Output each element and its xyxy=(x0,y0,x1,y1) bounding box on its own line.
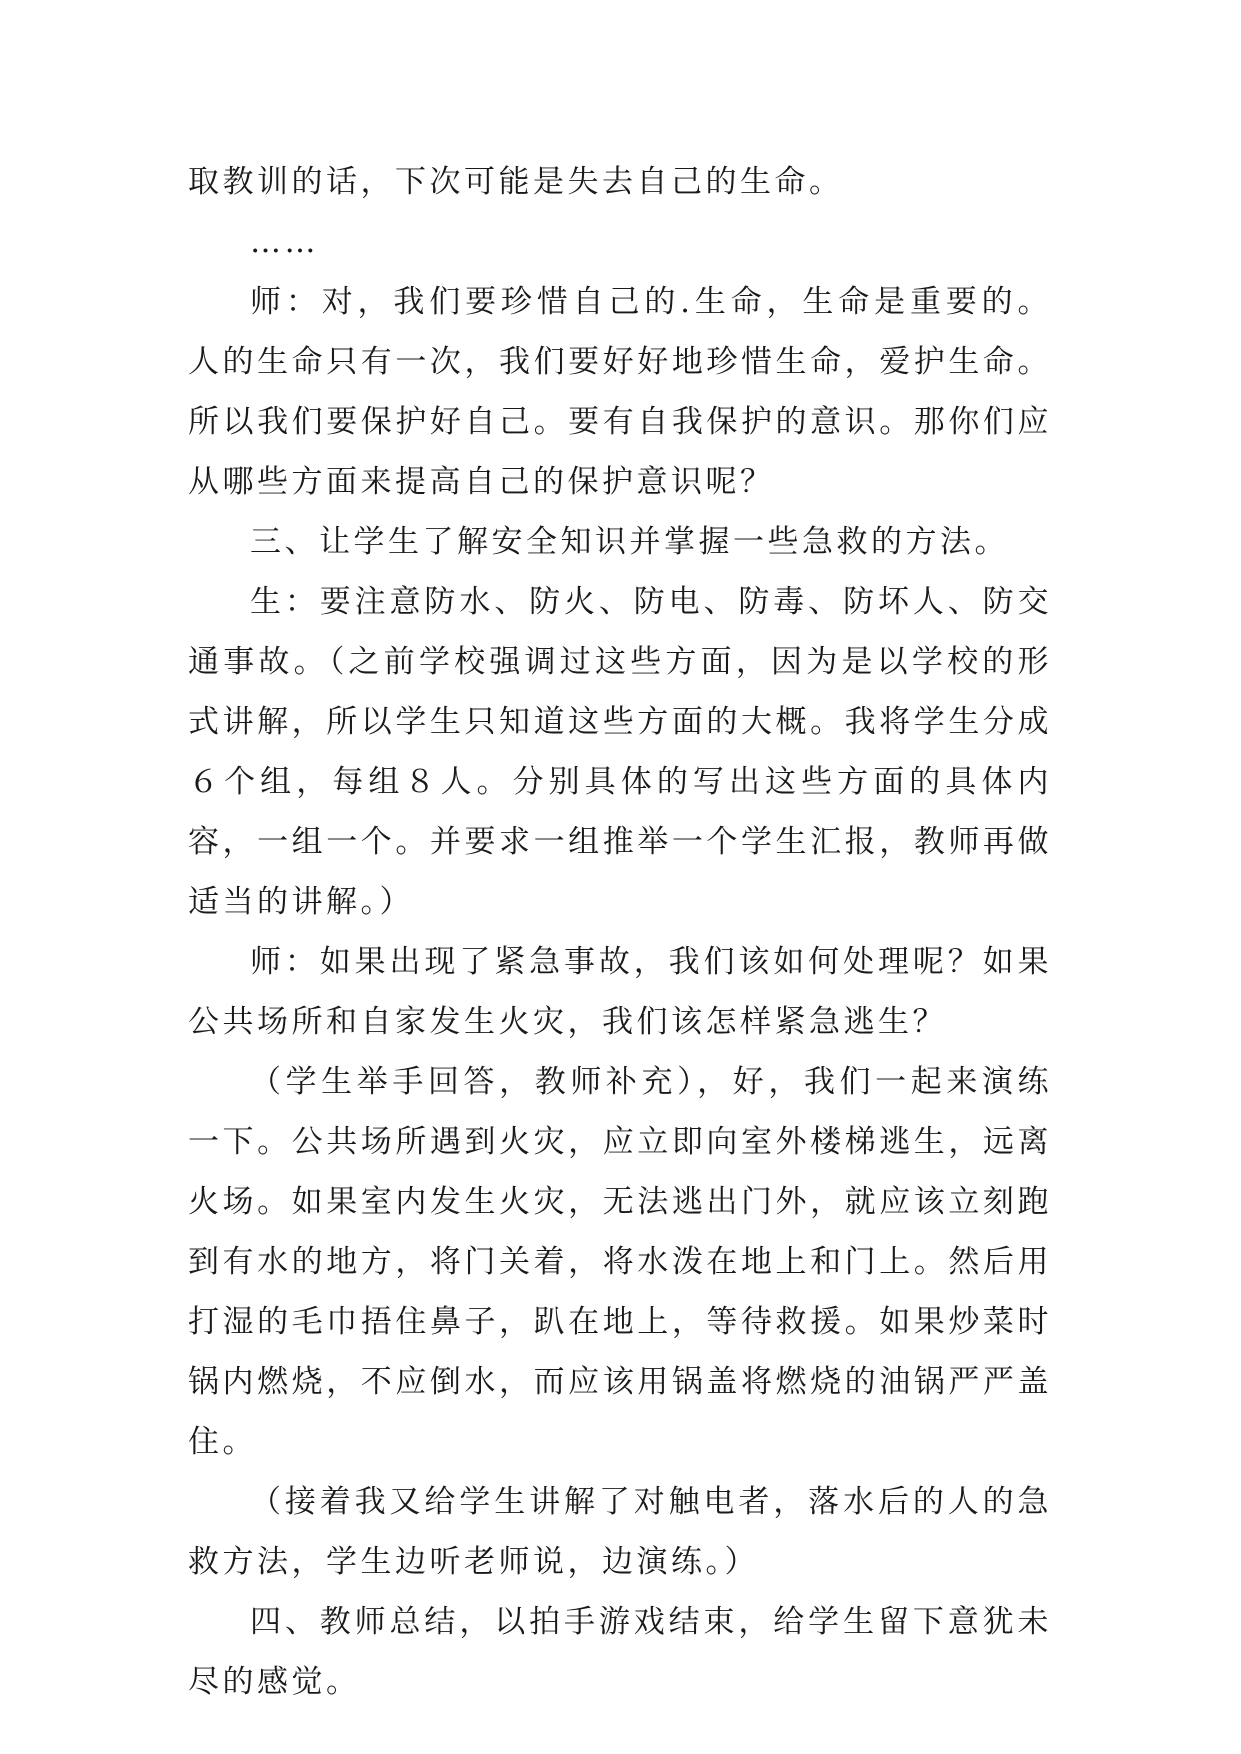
section-heading-four: 四、教师总结，以拍手游戏结束，给学生留下意犹未尽的感觉。 xyxy=(188,1604,1052,1700)
paragraph-ellipsis: …… xyxy=(250,224,319,260)
paragraph-continuation: 取教训的话，下次可能是失去自己的生命。 xyxy=(188,164,844,200)
paragraph-student-answer: 生：要注意防水、防火、防电、防毒、防坏人、防交通事故。（之前学校强调过这些方面，因为是以学校的形式讲解，所以学生只知道这些方面的大概。我将学生分成６个组，每组８人。分别具体的写出这些方面的具体内容，一组一个。并要求一组推举一个学生汇报，教师再做适当的讲解。） xyxy=(188,584,1052,920)
paragraph-fire-drill: （学生举手回答，教师补充），好，我们一起来演练一下。公共场所遇到火灾，应立即向室外楼梯逃生，远离火场。如果室内发生火灾，无法逃出门外，就应该立刻跑到有水的地方，将门关着，将水泼在地上和门上。然后用打湿的毛巾捂住鼻子，趴在地上，等待救援。如果炒菜时锅内燃烧，不应倒水，而应该用锅盖将燃烧的油锅严严盖住。 xyxy=(188,1064,1052,1460)
paragraph-teacher-emergency: 师：如果出现了紧急事故，我们该如何处理呢？如果公共场所和自家发生火灾，我们该怎样紧急逃生？ xyxy=(188,944,1052,1040)
document-body xyxy=(188,152,1052,1712)
paragraph-first-aid: （接着我又给学生讲解了对触电者，落水后的人的急救方法，学生边听老师说，边演练。） xyxy=(188,1484,1052,1580)
paragraph-teacher-life: 师：对，我们要珍惜自己的.生命，生命是重要的。人的生命只有一次，我们要好好地珍惜生命，爱护生命。所以我们要保护好自己。要有自我保护的意识。那你们应从哪些方面来提高自己的保护意识呢？ xyxy=(188,284,1052,500)
section-heading-three: 三、让学生了解安全知识并掌握一些急救的方法。 xyxy=(250,524,1009,560)
